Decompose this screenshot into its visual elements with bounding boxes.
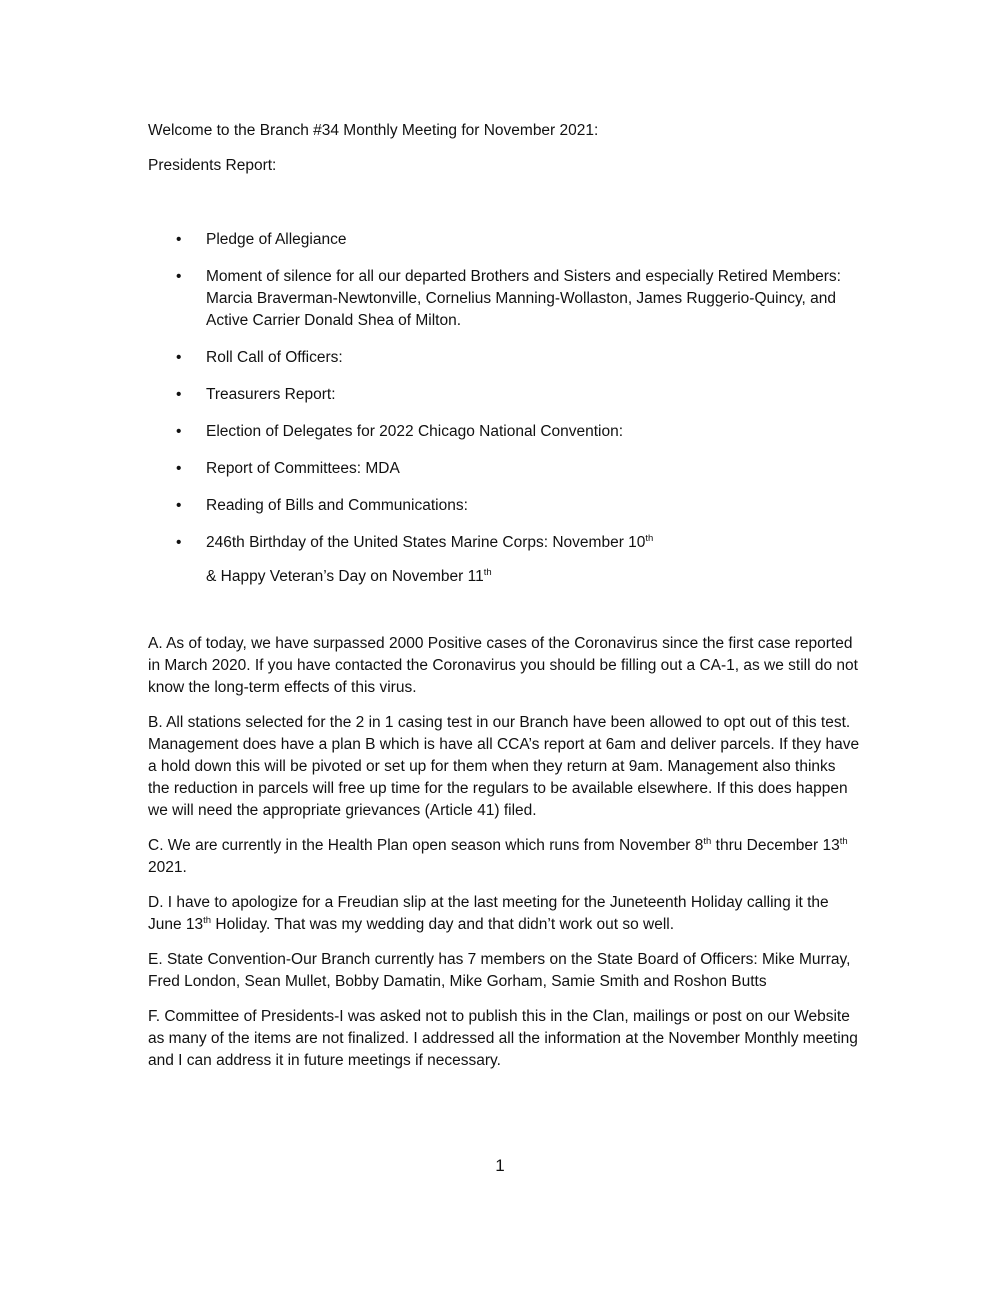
paragraph-b: B. All stations selected for the 2 in 1 casing test in our Branch have been allowed to opt out of this test. Management does have a plan B which is have all CCA’s report at 6am and deliver parcels. If they have a hold down this will be pivoted or set up for them when they return at 9am. Management also thinks the reduction in parcels will free up time for the regulars to be available elsewhere. If this does happen we will need the appropriate grievances (Article 41) filed. [148,714,860,819]
page-number: 1 [495,1156,505,1175]
ordinal-suffix: th [645,533,654,544]
agenda-item [148,266,860,332]
agenda-item [148,229,860,251]
paragraph-c-text-1: C. We are currently in the Health Plan open season which runs from November 8 [148,837,704,854]
document-body [148,120,860,1085]
paragraph-e: E. State Convention-Our Branch currently has 7 members on the State Board of Officers: Mike Murray, Fred London, Sean Mullet, Bobby Damatin, Mike Gorham, Samie Smith and Roshon Butts [148,951,851,990]
agenda-item-text: Treasurers Report: [206,386,336,403]
paragraph-c-text-2: thru December 13 [711,837,840,854]
veterans-day-text: & Happy Veteran’s Day on November 11 [206,568,484,585]
ordinal-suffix: th [839,836,848,847]
agenda-item-text: Election of Delegates for 2022 Chicago National Convention: [206,423,624,440]
agenda-item [148,347,860,369]
agenda-item [148,458,860,480]
agenda-item-text: Moment of silence for all our departed Brothers and Sisters and especially Retired Members: Marcia Braverman-Newtonville, Cornelius Manning-Wollaston, James Ruggerio-Quincy, and Active Carrier Donald Shea of Milton. [206,268,841,329]
agenda-list [148,229,860,554]
agenda-item [148,495,860,517]
agenda-item [148,421,860,443]
agenda-item-text: Pledge of Allegiance [206,231,347,248]
paragraph-d-text-1: D. I have to apologize for a Freudian slip at the last meeting for the Juneteenth Holiday calling it the June 13 [148,894,829,933]
paragraph-a: A. As of today, we have surpassed 2000 Positive cases of the Coronavirus since the first case reported in March 2020. If you have contacted the Coronavirus you should be filling out a CA-1, as we still do not know the long-term effects of this virus. [148,635,858,696]
bullet-icon: • [176,386,182,403]
bullet-icon: • [176,349,182,366]
agenda-item-text: Reading of Bills and Communications: [206,497,468,514]
bullet-icon: • [176,497,182,514]
agenda-item-text: Roll Call of Officers: [206,349,343,366]
paragraph-d [148,892,860,936]
agenda-item-marine-corps [148,532,860,554]
ordinal-suffix: th [703,836,712,847]
meeting-title: Welcome to the Branch #34 Monthly Meeting for November 2021: [148,122,599,139]
presidents-report-heading: Presidents Report: [148,157,277,174]
paragraph-f: F. Committee of Presidents-I was asked not to publish this in the Clan, mailings or post on our Website as many of the items are not finalized. I addressed all the information at the November Monthly meeting and I can address it in future meetings if necessary. [148,1008,858,1069]
paragraph-c-text-3: 2021. [148,859,187,876]
bullet-icon: • [176,460,182,477]
bullet-icon: • [176,268,182,285]
agenda-item-text: Report of Committees: MDA [206,460,400,477]
agenda-item [148,384,860,406]
bullet-icon: • [176,423,182,440]
veterans-day-line [148,566,860,588]
bullet-icon: • [176,231,182,248]
ordinal-suffix: th [483,567,492,578]
paragraph-c [148,835,860,879]
agenda-item-text: 246th Birthday of the United States Marine Corps: November 10 [206,534,646,551]
paragraph-d-text-2: Holiday. That was my wedding day and that didn’t work out so well. [211,916,675,933]
ordinal-suffix: th [203,915,212,926]
bullet-icon: • [176,534,182,551]
